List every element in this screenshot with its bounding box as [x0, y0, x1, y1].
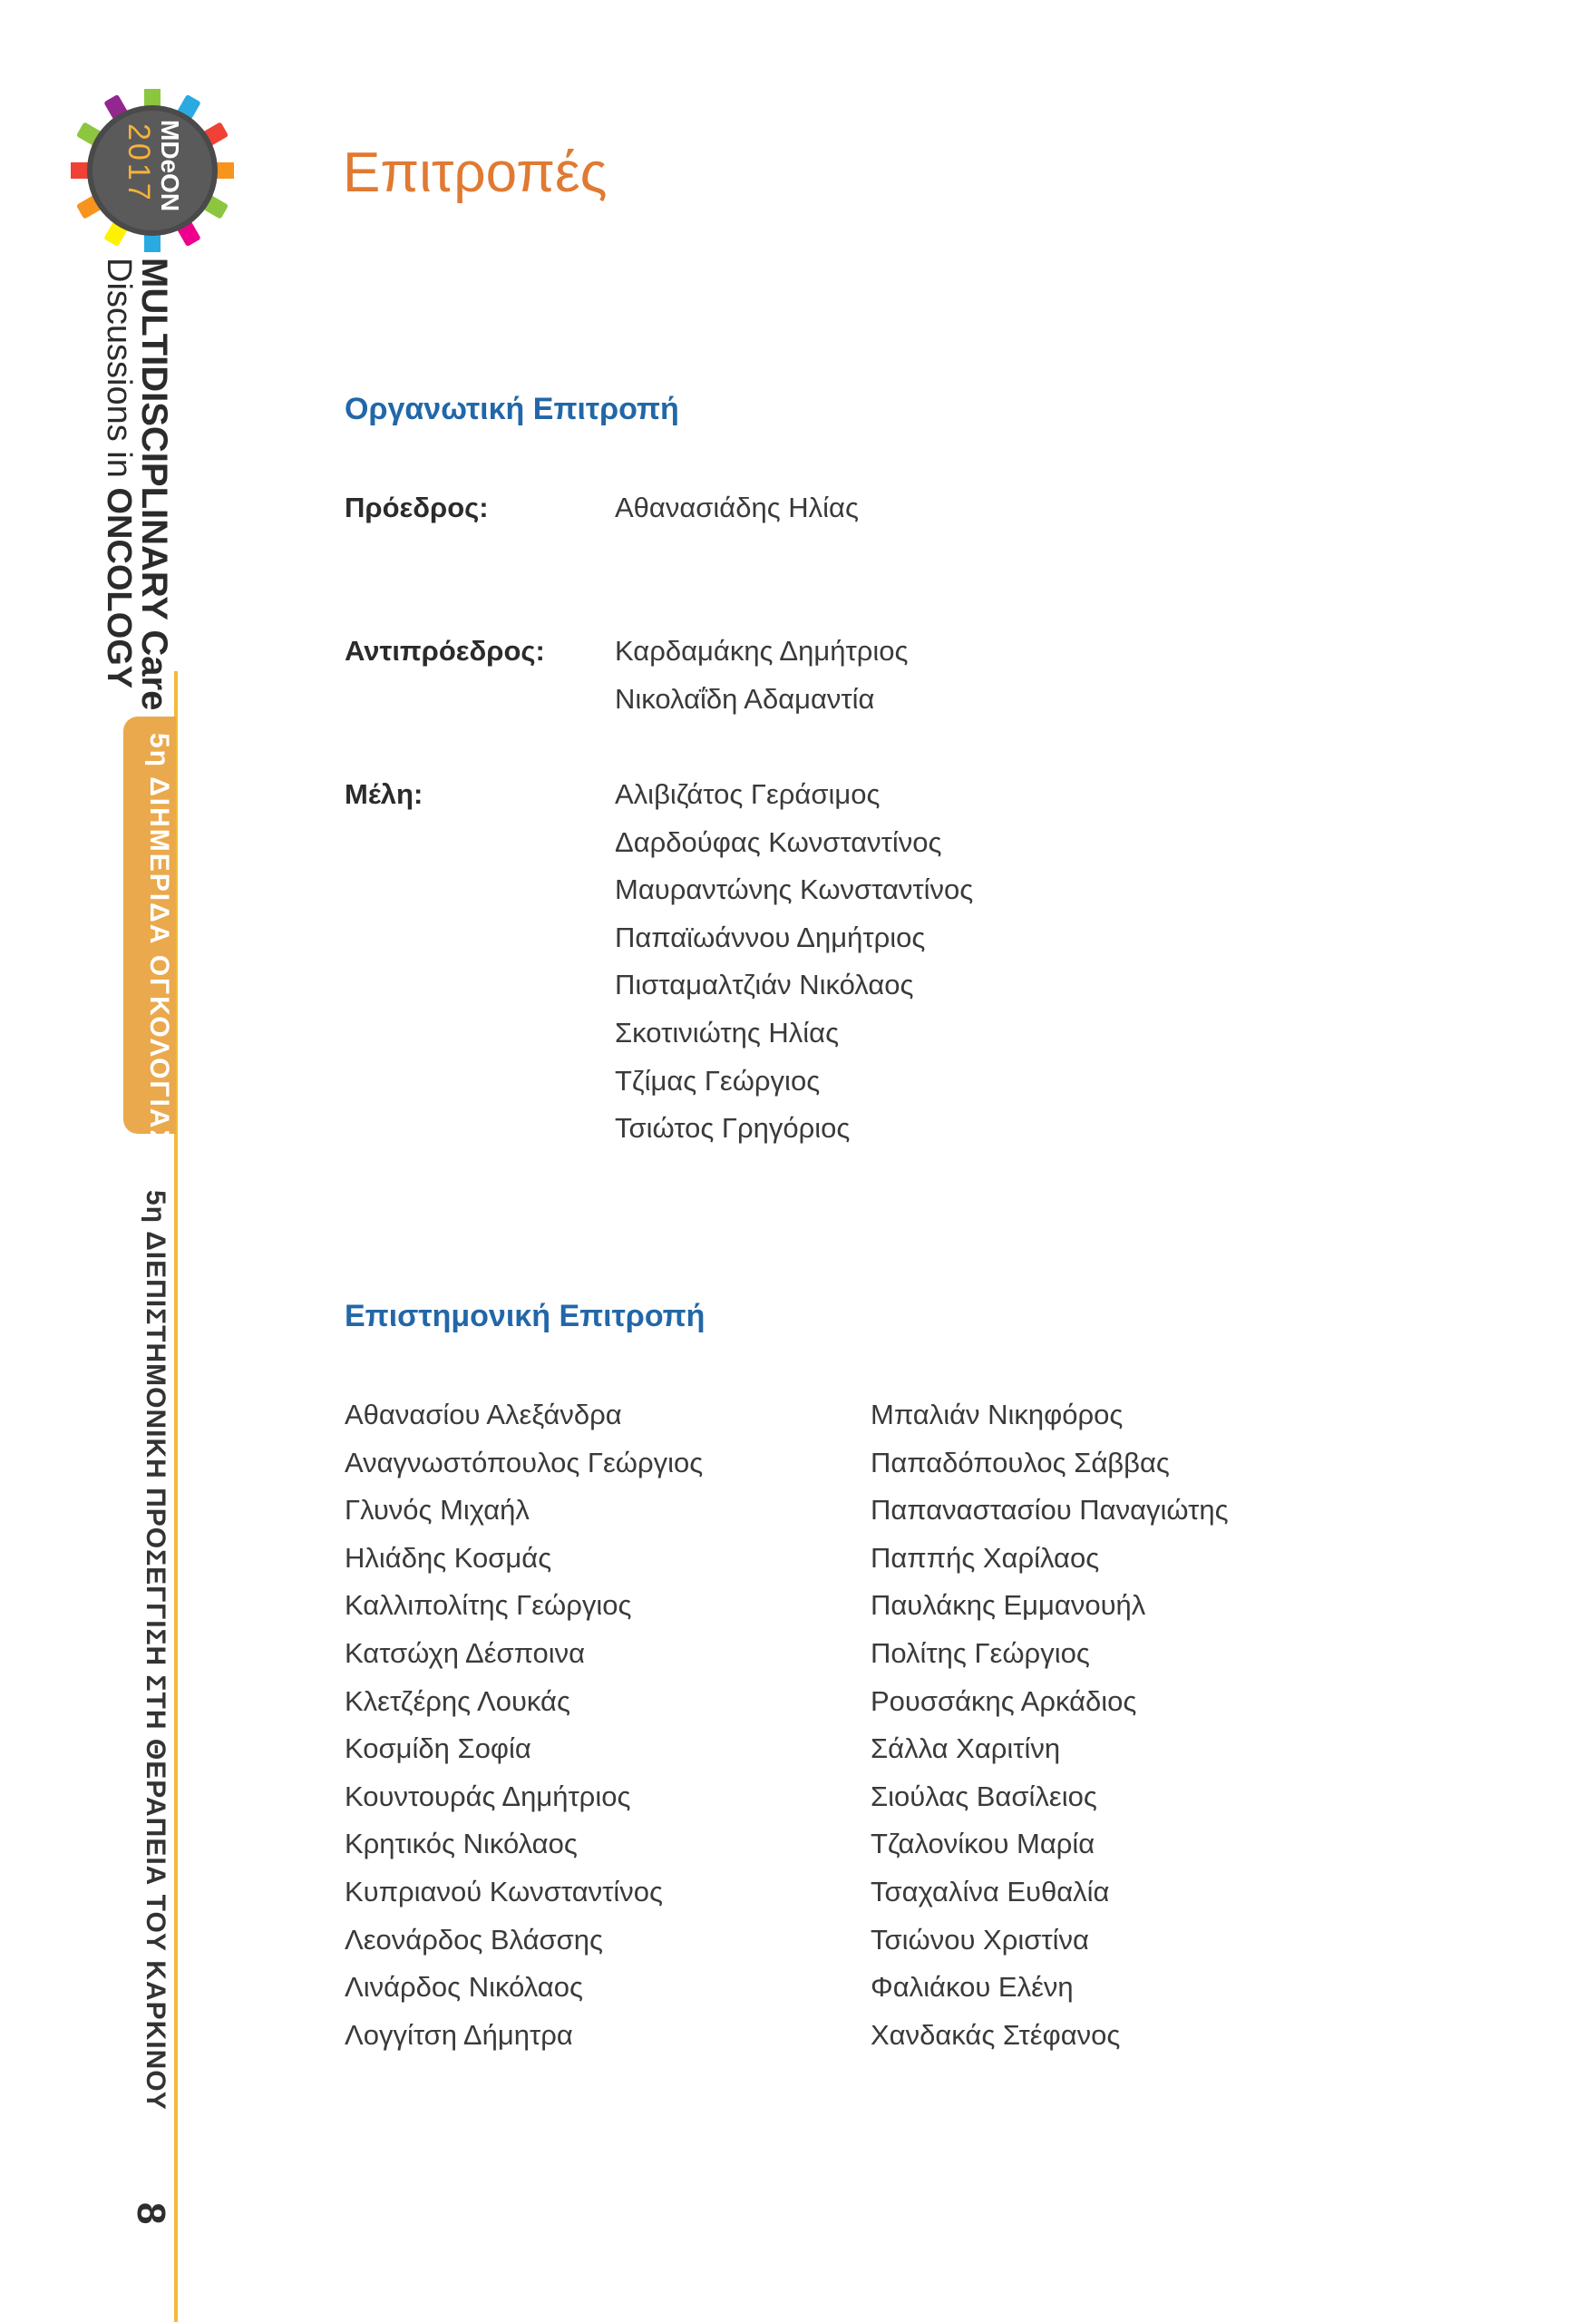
list-item: Χανδακάς Στέφανος — [871, 2018, 1121, 2051]
list-item: Αθανασίου Αλεξάνδρα — [345, 1399, 622, 1430]
list-item: Γλυνός Μιχαήλ — [345, 1494, 530, 1527]
list-item: Κατσώχη Δέσποινα — [345, 1636, 586, 1669]
list-item: Νικολαΐδη Αδαμαντία — [615, 682, 875, 715]
list-item: Παπαϊωάννου Δημήτριος — [615, 921, 926, 953]
list-item: Σκοτινιώτης Ηλίας — [615, 1016, 840, 1049]
scientific-list-col2 — [871, 1391, 1229, 2059]
president-label: Πρόεδρος: — [345, 492, 489, 523]
page-number: 8 — [129, 2202, 173, 2225]
vice-president-label: Αντιπρόεδρος: — [345, 635, 545, 667]
mdeon-logo — [71, 89, 234, 252]
list-item: Σάλλα Χαριτίνη — [871, 1732, 1061, 1765]
president-name: Αθανασιάδης Ηλίας — [615, 492, 859, 523]
list-item: Λογγίτση Δήμητρα — [345, 2018, 573, 2051]
list-item: Πισταμαλτζιάν Νικόλαος — [615, 969, 914, 1001]
list-item: Κλετζέρης Λουκάς — [345, 1684, 570, 1717]
list-item: Ρουσσάκης Αρκάδιος — [871, 1684, 1137, 1717]
list-item: Μπαλιάν Νικηφόρος — [871, 1399, 1124, 1430]
list-item: Σιούλας Βασίλειος — [871, 1780, 1097, 1812]
brand-line-oncology — [102, 258, 136, 688]
list-item: Τσιώτος Γρηγόριος — [615, 1112, 851, 1145]
list-item: Φαλιάκου Ελένη — [871, 1971, 1074, 2004]
vice-president-list — [615, 628, 908, 723]
organizing-committee-heading: Οργανωτική Επιτροπή — [345, 392, 679, 426]
list-item: Ηλιάδης Κοσμάς — [345, 1541, 552, 1574]
list-item: Τσαχαλίνα Ευθαλία — [871, 1875, 1110, 1907]
list-item: Καρδαμάκης Δημήτριος — [615, 635, 909, 667]
list-item: Καλλιπολίτης Γεώργιος — [345, 1589, 632, 1622]
list-item: Κυπριανού Κωνσταντίνος — [345, 1875, 663, 1907]
scientific-committee-heading: Επιστημονική Επιτροπή — [345, 1299, 706, 1333]
list-item: Κοσμίδη Σοφία — [345, 1732, 531, 1765]
list-item: Τζαλονίκου Μαρία — [871, 1828, 1095, 1860]
list-item: Κρητικός Νικόλαος — [345, 1828, 578, 1860]
list-item: Πολίτης Γεώργιος — [871, 1636, 1090, 1669]
logo-text-mdeon: MDeON — [156, 120, 184, 212]
page-title: Επιτροπές — [343, 141, 608, 204]
members-label: Μέλη: — [345, 778, 423, 810]
list-item: Παπαναστασίου Παναγιώτης — [871, 1494, 1229, 1527]
logo-text-year: 2017 — [122, 123, 156, 203]
brand-prefix: Discussions in — [100, 258, 138, 488]
list-item: Λεονάρδος Βλάσσης — [345, 1923, 603, 1956]
list-item: Παπαδόπουλος Σάββας — [871, 1446, 1170, 1478]
list-item: Δαρδούφας Κωνσταντίνος — [615, 825, 942, 858]
members-list — [615, 771, 973, 1153]
list-item: Τσιώνου Χριστίνα — [871, 1923, 1089, 1956]
brand-line-multidisciplinary: MULTIDISCIPLINARY Care — [134, 258, 174, 711]
scientific-list-col1 — [345, 1391, 703, 2059]
list-item: Μαυραντώνης Κωνσταντίνος — [615, 873, 974, 906]
sidebar-tab-text: 5η ΔΙΗΜΕΡΙΔΑ ΟΓΚΟΛΟΓΙΑΣ — [144, 733, 174, 1148]
sidebar — [0, 0, 184, 2322]
list-item: Αναγνωστόπουλος Γεώργιος — [345, 1446, 704, 1478]
list-item: Παππής Χαρίλαος — [871, 1541, 1100, 1574]
list-item: Λινάρδος Νικόλαος — [345, 1971, 583, 2004]
brand-oncology: ONCOLOGY — [100, 487, 138, 689]
list-item: Αλιβιζάτος Γεράσιμος — [615, 778, 881, 810]
list-item: Παυλάκης Εμμανουήλ — [871, 1589, 1146, 1622]
sidebar-subtitle: 5η ΔΙΕΠΙΣΤΗΜΟΝΙΚΗ ΠΡΟΣΕΓΓΙΣΗ ΣΤΗ ΘΕΡΑΠΕΙΑ ΤΟΥ ΚΑΡΚΙΝΟΥ — [141, 1190, 170, 2111]
list-item: Τζίμας Γεώργιος — [615, 1064, 821, 1097]
list-item: Κουντουράς Δημήτριος — [345, 1780, 631, 1812]
